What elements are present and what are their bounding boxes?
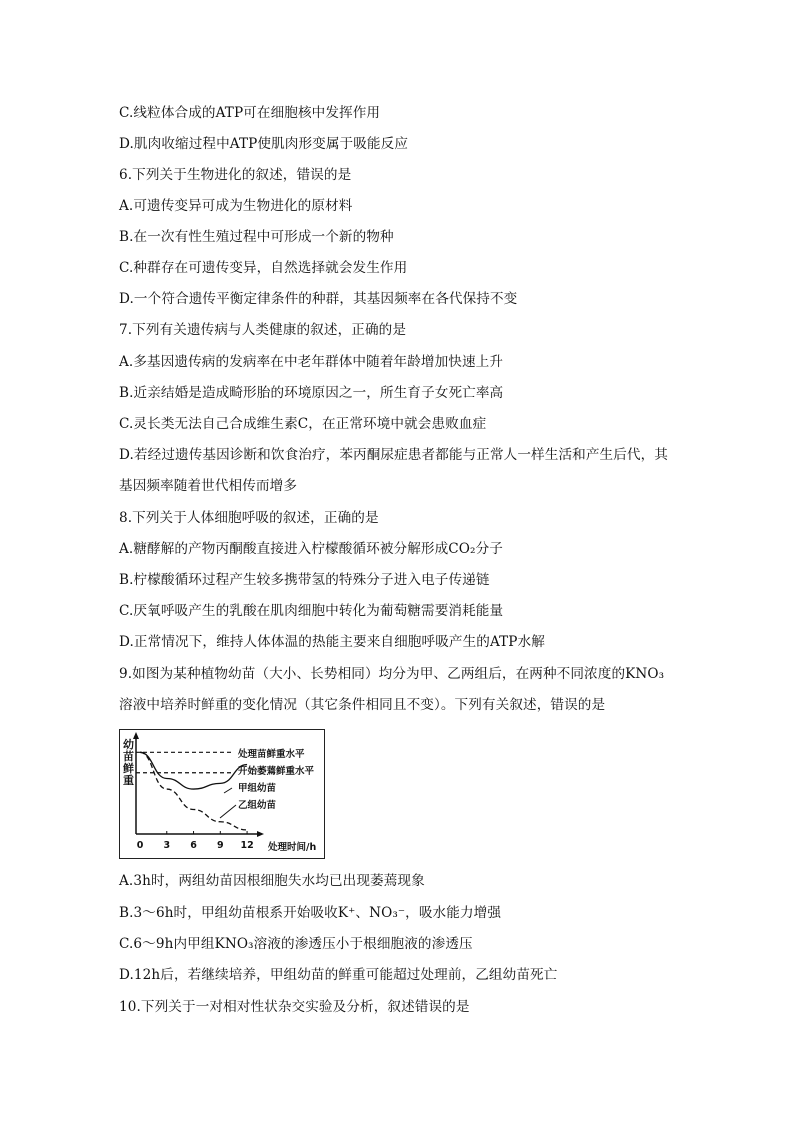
question-stem-10: 10.下列关于一对相对性状杂交实验及分析，叙述错误的是 xyxy=(119,999,470,1015)
y-label-char: 幼 xyxy=(123,738,134,751)
option-c: C.种群存在可遗传变异，自然选择就会发生作用 xyxy=(119,260,408,276)
option-d: D.一个符合遗传平衡定律条件的种群，其基因频率在各代保持不变 xyxy=(119,291,518,307)
option-d-continued: 基因频率随着世代相传而增多 xyxy=(119,478,298,494)
option-b: B.近亲结婚是造成畸形胎的环境原因之一，所生育子女死亡率高 xyxy=(119,385,504,401)
x-axis-arrow xyxy=(257,831,264,837)
y-label-char: 重 xyxy=(123,774,134,787)
question-stem-7: 7.下列有关遗传病与人类健康的叙述，正确的是 xyxy=(119,322,407,338)
seedling-weight-chart xyxy=(119,729,325,859)
legend-label-group-yi: 乙组幼苗 xyxy=(238,800,277,811)
x-tick-label: 9 xyxy=(216,840,224,851)
x-tick-label: 6 xyxy=(190,840,197,851)
option-c: C.厌氧呼吸产生的乳酸在肌肉细胞中转化为葡萄糖需要消耗能量 xyxy=(119,603,504,619)
leader-line xyxy=(220,805,236,818)
x-tick-label: 3 xyxy=(163,840,171,851)
option-b: B.在一次有性生殖过程中可形成一个新的物种 xyxy=(119,229,394,245)
option-a: A.糖酵解的产物丙酮酸直接进入柠檬酸循环被分解形成CO₂分子 xyxy=(119,541,503,557)
option-a: A.可遗传变异可成为生物进化的原材料 xyxy=(119,198,353,214)
option-c: C.灵长类无法自己合成维生素C，在正常环境中就会患败血症 xyxy=(119,416,487,432)
chart-canvas xyxy=(120,730,324,858)
question-stem-6: 6.下列关于生物进化的叙述，错误的是 xyxy=(119,167,352,183)
x-axis-label: 处理时间/h xyxy=(268,842,317,853)
leader-line xyxy=(224,788,232,793)
option-d: D.12h后，若继续培养，甲组幼苗的鲜重可能超过处理前，乙组幼苗死亡 xyxy=(119,967,558,983)
question-stem-8: 8.下列关于人体细胞呼吸的叙述，正确的是 xyxy=(119,510,379,526)
x-tick-label: 12 xyxy=(240,840,254,851)
series-line-group-jia xyxy=(140,752,247,789)
legend-label-reference: 处理苗鲜重水平 xyxy=(238,749,305,760)
option-b: B.柠檬酸循环过程产生较多携带氢的特殊分子进入电子传递链 xyxy=(119,572,490,588)
y-label-char: 鲜 xyxy=(123,762,134,775)
question-stem-9-continued: 溶液中培养时鲜重的变化情况（其它条件相同且不变）。下列有关叙述，错误的是 xyxy=(119,697,606,713)
y-label-char: 苗 xyxy=(123,750,134,763)
x-tick-label: 0 xyxy=(136,840,144,851)
series-line-group-yi xyxy=(140,752,247,830)
text-line: C.线粒体合成的ATP可在细胞核中发挥作用 xyxy=(119,105,381,121)
question-stem-9: 9.如图为某种植物幼苗（大小、长势相同）均分为甲、乙两组后，在两种不同浓度的KNO₃ xyxy=(119,666,665,682)
option-d: D.若经过遗传基因诊断和饮食治疗，苯丙酮尿症患者都能与正常人一样生活和产生后代，其 xyxy=(119,447,668,463)
option-a: A.多基因遗传病的发病率在中老年群体中随着年龄增加快速上升 xyxy=(119,354,504,370)
text-line: D.肌肉收缩过程中ATP使肌肉形变属于吸能反应 xyxy=(119,136,409,152)
legend-label-group-jia: 甲组幼苗 xyxy=(238,783,277,794)
option-b: B.3～6h时，甲组幼苗根系开始吸收K⁺、NO₃⁻，吸水能力增强 xyxy=(119,905,502,921)
option-a: A.3h时，两组幼苗因根细胞失水均已出现萎蔫现象 xyxy=(119,873,425,889)
option-d: D.正常情况下，维持人体体温的热能主要来自细胞呼吸产生的ATP水解 xyxy=(119,634,545,650)
legend-label-wilting: 开始萎蔫鲜重水平 xyxy=(238,766,315,777)
option-c: C.6～9h内甲组KNO₃溶液的渗透压小于根细胞液的渗透压 xyxy=(119,936,473,952)
